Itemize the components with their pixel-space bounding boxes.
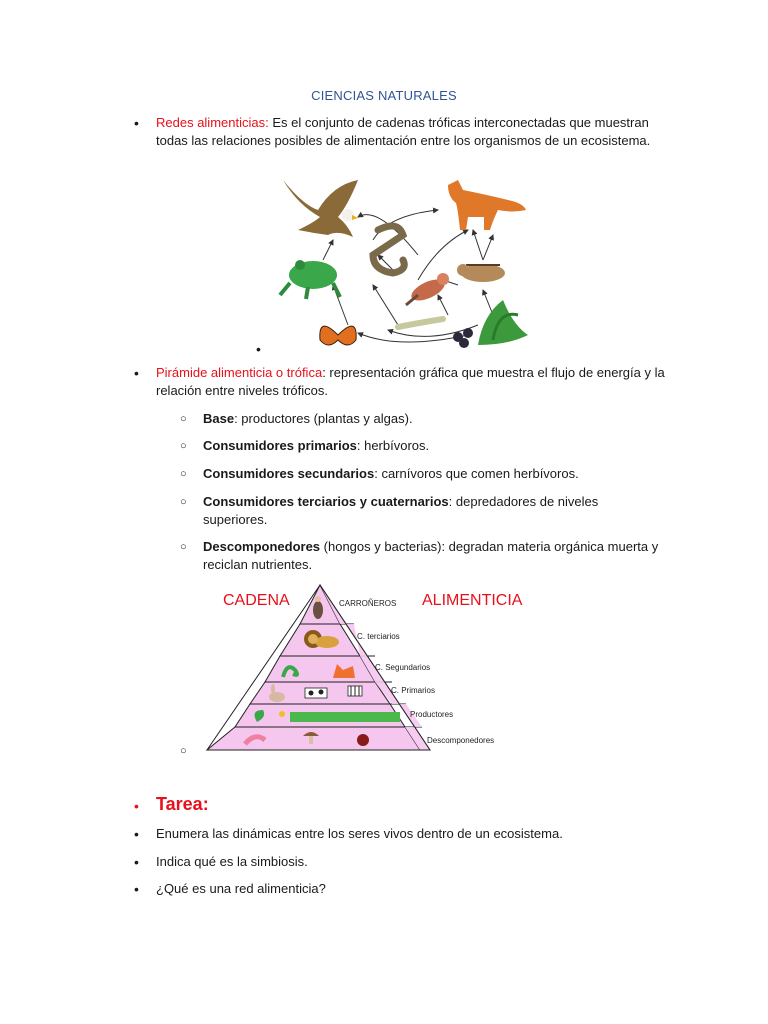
sub-item-text: : carnívoros que comen herbívoros. [374,466,579,481]
term-piramide-alimenticia: Pirámide alimenticia o trófica [156,365,323,380]
tarea-heading [134,795,674,815]
chipmunk-icon [457,264,505,282]
bullet-dot-icon: • [134,881,139,897]
bullet-dot-icon: • [256,341,261,357]
caterpillar-icon [398,319,443,327]
bullet-redes-alimenticias [134,114,674,150]
sub-item-term: Consumidores terciarios y cuaternarios [203,494,449,509]
food-chain-pyramid [205,582,535,757]
sub-item-term: Descomponedores [203,539,321,554]
sub-item-consumidores-primarios [180,437,660,455]
sub-item-term: Base [203,411,235,426]
tarea-item [134,825,674,843]
pyramid-label-segundarios: C. Segundarios [375,663,431,672]
pyramid-label-descomponedores: Descomponedores [427,736,495,745]
bird-icon [406,273,449,305]
circle-bullet-icon: ○ [180,440,187,452]
tarea-item-text: ¿Qué es una red alimenticia? [156,881,326,896]
bacteria-icon [357,734,369,746]
bullet-dot-icon: • [134,365,139,381]
tarea-title: Tarea: [156,794,209,814]
bullet-dot-icon: • [134,798,139,814]
sub-item-base [180,410,660,428]
bullet-piramide-alimenticia [134,364,674,400]
document-title: CIENCIAS NATURALES [311,88,457,103]
circle-bullet-icon: ○ [180,496,187,508]
definition-redes-alimenticias: Es el conjunto de cadenas tróficas interconectadas que muestran todas las relaciones posibles de alimentación entre los organismos de un ecosistema. [156,115,651,148]
sub-item-text: : depredadores de niveles superiores. [203,494,599,527]
sub-item-consumidores-terciarios [180,493,660,529]
pyramid-right-title: ALIMENTICIA [422,592,523,609]
pyramid-label-carroneros: CARROÑEROS [339,599,397,608]
sub-item-descomponedores [180,538,660,574]
sub-item-consumidores-secundarios [180,465,660,483]
sub-item-term: Consumidores secundarios [203,466,375,481]
term-redes-alimenticias: Redes alimenticias: [156,115,269,130]
butterfly-icon [320,326,356,345]
circle-bullet-icon: ○ [180,468,187,480]
pyramid-level-6 [207,727,420,750]
tarea-item-text: Enumera las dinámicas entre los seres vivos dentro de un ecosistema. [156,826,563,841]
sub-item-text: : herbívoros. [356,438,430,453]
zebra-icon [348,686,362,696]
circle-bullet-icon: ○ [180,745,187,757]
eagle-icon [283,180,358,237]
sub-item-text: : productores (plantas y algas). [234,411,413,426]
sub-item-text: (hongos y bacterias): degradan materia orgánica muerta y reciclan nutrientes. [203,539,659,572]
fox-icon [448,180,526,230]
bullet-dot-icon: • [134,115,139,131]
circle-bullet-icon: ○ [180,413,187,425]
circle-bullet-icon: ○ [180,541,187,553]
pyramid-label-terciarios: C. terciarios [357,632,400,641]
tarea-item [134,853,674,871]
pyramid-left-title: CADENA [223,592,290,609]
bullet-dot-icon: • [134,826,139,842]
sub-item-term: Consumidores primarios [203,438,357,453]
food-web-illustration [278,175,534,353]
pyramid-label-productores: Productores [410,710,454,719]
tarea-item-text: Indica qué es la simbiosis. [156,854,308,869]
pyramid-label-primarios: C. Primarios [391,686,436,695]
definition-piramide-alimenticia: : representación gráfica que muestra el flujo de energía y la relación entre niveles tróficos. [156,365,665,398]
cow-icon [305,688,327,698]
pyramid-level-3 [265,656,375,682]
plant-icon [453,300,528,348]
frog-icon [280,260,340,299]
bullet-dot-icon: • [134,854,139,870]
tarea-item [134,880,674,898]
